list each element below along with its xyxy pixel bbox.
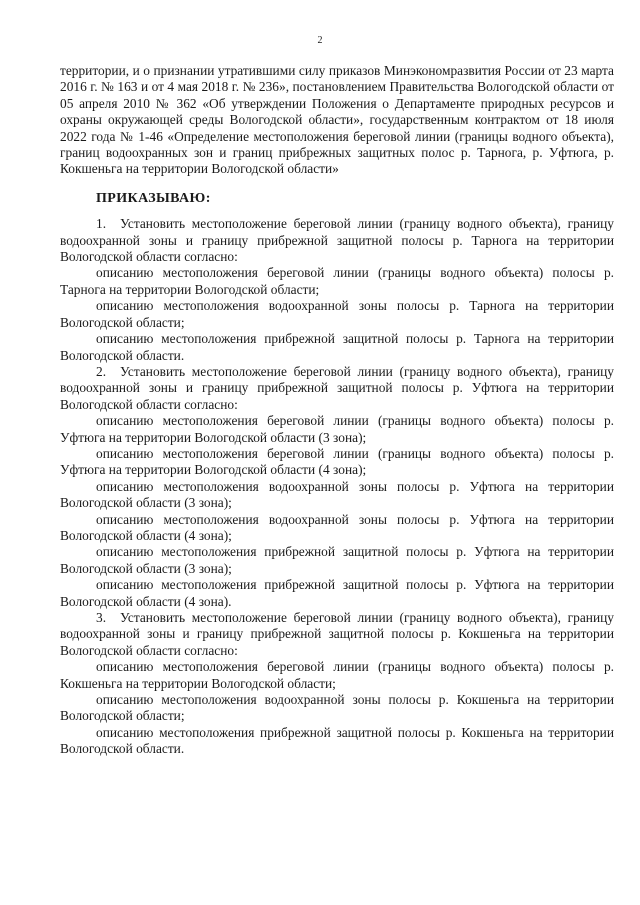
item-text: Установить местоположение береговой линии (границу водного объекта), границу водоохранной зоны и границу прибрежной защитной полосы р. Тарнога на территории Вологодской области согласно: [60, 216, 614, 265]
order-subitem: описанию местоположения прибрежной защитной полосы р. Кокшеньга на территории Вологодской области. [60, 724, 614, 757]
order-subitem: описанию местоположения водоохранной зоны полосы р. Уфтюга на территории Вологодской области (3 зона); [60, 478, 614, 511]
item-text: Установить местоположение береговой линии (границу водного объекта), границу водоохранной зоны и границу прибрежной защитной полосы р. Уфтюга на территории Вологодской области согласно: [60, 363, 614, 412]
order-item [60, 216, 614, 265]
order-subitem: описанию местоположения береговой линии (границы водного объекта) полосы р. Тарнога на территории Вологодской области; [60, 265, 614, 297]
page-number: 2 [317, 35, 323, 46]
order-subitem: описанию местоположения прибрежной защитной полосы р. Тарнога на территории Вологодской области. [60, 331, 614, 363]
order-subitem: описанию местоположения береговой линии (границы водного объекта) полосы р. Уфтюга на территории Вологодской области (4 зона); [60, 445, 614, 478]
item-number: 1. [96, 216, 107, 232]
order-item [60, 610, 614, 659]
order-item [60, 364, 614, 413]
order-subitem: описанию местоположения береговой линии (границы водного объекта) полосы р. Уфтюга на территории Вологодской области (3 зона); [60, 413, 614, 445]
item-number: 3. [96, 610, 107, 625]
order-subitem: описанию местоположения прибрежной защитной полосы р. Уфтюга на территории Вологодской области (4 зона). [60, 577, 614, 609]
order-subitem: описанию местоположения водоохранной зоны полосы р. Тарнога на территории Вологодской области; [60, 298, 614, 330]
order-subitem: описанию местоположения береговой линии (границы водного объекта) полосы р. Кокшеньга на территории Вологодской области; [60, 659, 614, 691]
intro-paragraph: территории, и о признании утратившими силу приказов Минэкономразвития России от 23 марта 2016 г. № 163 и от 4 мая 2018 г. № 236», постановлением Правительства Вологодской области от 05 апреля 2010 № 362 «Об утверждении Положения о Департаменте природных ресурсов и охраны окружающей среды Вологодской области», государственным контрактом от 18 июля 2022 года № 1-46 «Определение местоположения береговой линии (границы водного объекта), границ водоохранных зон и границ прибрежных защитных полос р. Тарнога, р. Уфтюга, р. Кокшеньга на территории Вологодской области» [60, 63, 614, 177]
order-subitem: описанию местоположения прибрежной защитной полосы р. Уфтюга на территории Вологодской области (3 зона); [60, 544, 614, 576]
order-subitem: описанию местоположения водоохранной зоны полосы р. Уфтюга на территории Вологодской области (4 зона); [60, 511, 614, 543]
order-subitem: описанию местоположения водоохранной зоны полосы р. Кокшеньга на территории Вологодской области; [60, 692, 614, 724]
item-text: Установить местоположение береговой линии (границу водного объекта), границу водоохранной зоны и границу прибрежной защитной полосы р. Кокшеньга на территории Вологодской области согласно: [60, 610, 614, 658]
order-heading: ПРИКАЗЫВАЮ: [96, 190, 211, 206]
item-number: 2. [96, 363, 107, 379]
document-body [60, 63, 614, 758]
